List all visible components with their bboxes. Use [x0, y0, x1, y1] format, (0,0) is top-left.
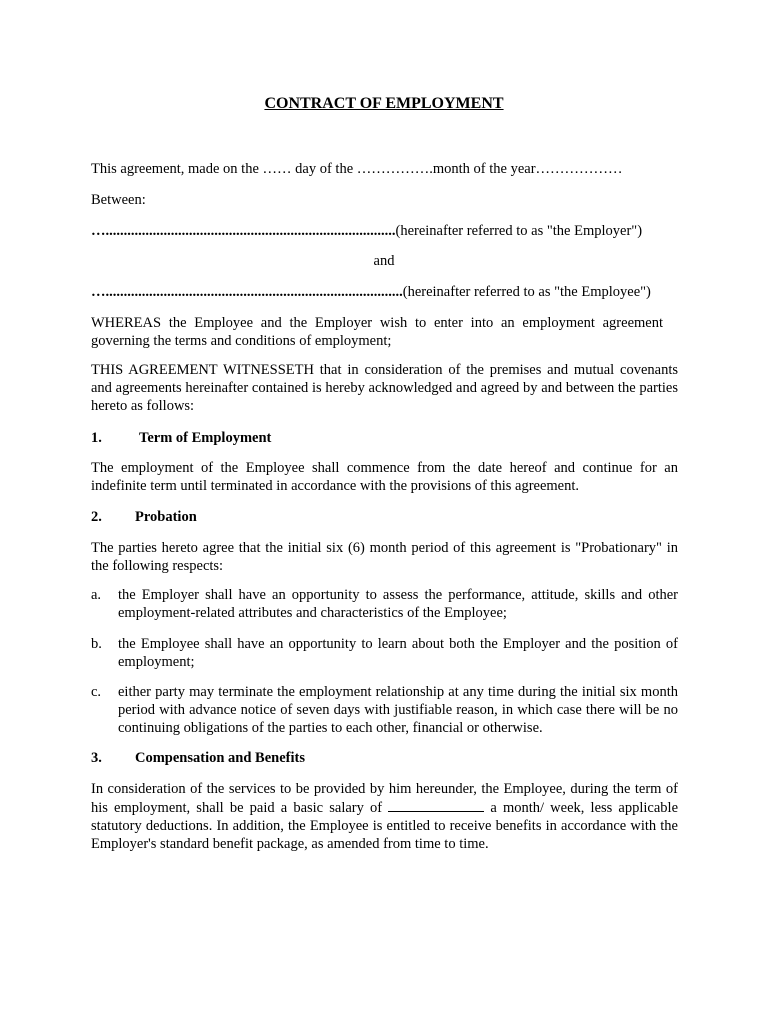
and-label: and — [373, 253, 395, 269]
section-2-heading — [91, 508, 197, 526]
list-item — [91, 683, 678, 737]
page-title: CONTRACT OF EMPLOYMENT — [264, 95, 504, 112]
agreement-date-line: This agreement, made on the …… day of the …………….month of the year……………… — [91, 161, 623, 177]
section-2-title: Probation — [135, 509, 197, 525]
section-1-number: 1. — [91, 430, 102, 446]
section-3-body — [91, 780, 678, 853]
list-item-marker: a. — [91, 587, 102, 603]
witnesseth-clause: THIS AGREEMENT WITNESSETH that in consideration of the premises and mutual covenants and agreements hereinafter contained is hereby acknowledged and agreed by and between the parties hereto as follows: — [91, 362, 678, 414]
section-3-heading — [91, 749, 305, 767]
list-item-text: either party may terminate the employment relationship at any time during the initial six month period with advance notice of seven days with justifiable reason, in which case there will be no continuing obligations of the parties to each other, financial or otherwise. — [118, 684, 678, 736]
section-1-body: The employment of the Employee shall commence from the date hereof and continue for an indefinite term until terminated in accordance with the provisions of this agreement. — [91, 460, 678, 494]
list-item-text: the Employer shall have an opportunity to assess the performance, attitude, skills and other employment-related attributes and characteristics of the Employee; — [118, 587, 678, 621]
list-item-text: the Employee shall have an opportunity to learn about both the Employer and the position of employment; — [118, 636, 678, 670]
employer-name-blank: …................................................................................ — [91, 223, 396, 239]
section-3-number: 3. — [91, 750, 102, 766]
between-label: Between: — [91, 192, 146, 208]
employer-line — [91, 222, 691, 240]
section-2-number: 2. — [91, 509, 102, 525]
whereas-clause: WHEREAS the Employee and the Employer wish to enter into an employment agreement governing the terms and conditions of employment; — [91, 315, 663, 349]
section-1-heading — [91, 429, 271, 447]
employee-line-suffix: (hereinafter referred to as "the Employee") — [402, 284, 651, 300]
list-item — [91, 635, 678, 671]
employee-line — [91, 283, 691, 301]
employee-name-blank: ….................................................................................. — [91, 284, 403, 300]
section-1-title: Term of Employment — [139, 430, 272, 446]
employer-line-suffix: (hereinafter referred to as "the Employer") — [395, 223, 643, 239]
salary-blank — [388, 798, 484, 812]
section-2-body: The parties hereto agree that the initial six (6) month period of this agreement is "Probationary" in the following respects: — [91, 540, 678, 574]
section-3-body-end: a month/ week, less applicable statutory deductions. In addition, the Employee is entitled to receive benefits in accordance with the Employer's standard benefit package, as amended from time to time. — [91, 800, 679, 852]
section-3-body-start: In consideration of the services to be provided by him hereunder, the Employee, during the term of his employment, shall be paid a basic salary of — [91, 781, 678, 816]
list-item-marker: b. — [91, 636, 102, 652]
list-item-marker: c. — [91, 684, 102, 700]
section-3-title: Compensation and Benefits — [135, 750, 305, 766]
list-item — [91, 586, 678, 622]
